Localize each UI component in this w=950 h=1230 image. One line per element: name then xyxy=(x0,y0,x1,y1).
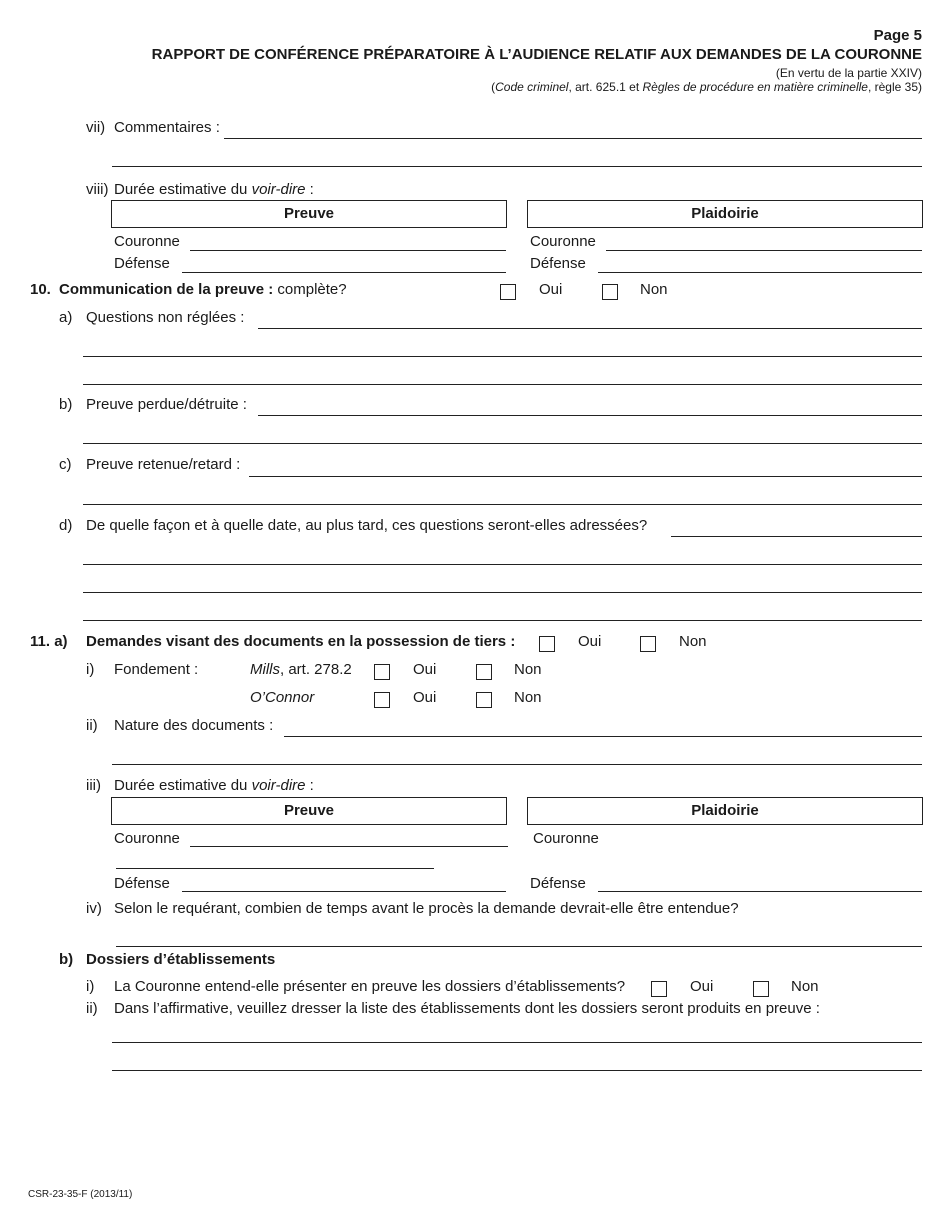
item-11a-iv-number: iv) xyxy=(86,900,102,917)
form-citation: (Code criminel, art. 625.1 et Règles de procédure en matière criminelle, règle 35) xyxy=(491,80,922,94)
oconnor-oui-label: Oui xyxy=(413,689,437,706)
voir-dire-duration-label: Durée estimative du voir-dire : xyxy=(114,181,314,198)
form-code: CSR-23-35-F (2013/11) xyxy=(28,1189,133,1200)
section-10-title: Communication de la preuve : complète? xyxy=(59,281,347,298)
resolution-plan-field-line-2[interactable] xyxy=(83,564,922,565)
plaidoirie-defense-label-2: Défense xyxy=(530,875,586,892)
plaidoirie-couronne-label-2: Couronne xyxy=(533,830,599,847)
comments-field-line-2[interactable] xyxy=(112,166,922,167)
comments-label: Commentaires : xyxy=(114,119,220,136)
page-number: Page 5 xyxy=(873,27,922,44)
item-10a-number: a) xyxy=(59,309,73,326)
preuve-defense-label-2: Défense xyxy=(114,875,170,892)
unresolved-issues-field-line-2[interactable] xyxy=(83,356,922,357)
item-viii-number: viii) xyxy=(86,181,109,198)
item-10c-number: c) xyxy=(59,456,72,473)
institutions-list-field-line-1[interactable] xyxy=(112,1042,922,1043)
withheld-evidence-label: Preuve retenue/retard : xyxy=(86,456,241,473)
section-11a-number: 11. a) xyxy=(30,633,68,650)
resolution-plan-field-line-1[interactable] xyxy=(671,536,922,537)
document-nature-label: Nature des documents : xyxy=(114,717,274,734)
third-party-non-checkbox[interactable] xyxy=(640,636,656,652)
institutional-non-checkbox[interactable] xyxy=(753,981,769,997)
preuve-couronne-label: Couronne xyxy=(114,233,180,250)
withheld-evidence-field-line-2[interactable] xyxy=(83,504,922,505)
plaidoirie-defense-field[interactable] xyxy=(598,272,922,273)
item-11a-iii-number: iii) xyxy=(86,777,101,794)
form-title: RAPPORT DE CONFÉRENCE PRÉPARATOIRE À L’AUDIENCE RELATIF AUX DEMANDES DE LA COURONNE xyxy=(151,46,922,63)
document-nature-field-line-1[interactable] xyxy=(284,736,922,737)
preuve-couronne-field[interactable] xyxy=(190,250,506,251)
item-11a-i-number: i) xyxy=(86,661,95,678)
resolution-plan-field-line-3[interactable] xyxy=(83,592,922,593)
institutions-list-field-line-2[interactable] xyxy=(112,1070,922,1071)
disclosure-non-label: Non xyxy=(640,281,668,298)
disclosure-complete-oui-checkbox[interactable] xyxy=(500,284,516,300)
lost-evidence-field-line-2[interactable] xyxy=(83,443,922,444)
third-party-oui-label: Oui xyxy=(578,633,602,650)
form-authority: (En vertu de la partie XXIV) xyxy=(775,66,922,80)
hearing-timing-field[interactable] xyxy=(116,946,922,947)
oconnor-oui-checkbox[interactable] xyxy=(374,692,390,708)
comments-field-line-1[interactable] xyxy=(224,138,922,139)
oconnor-non-checkbox[interactable] xyxy=(476,692,492,708)
voir-dire-duration-label-2: Durée estimative du voir-dire : xyxy=(114,777,314,794)
resolution-plan-field-line-4[interactable] xyxy=(83,620,922,621)
lost-evidence-field-line-1[interactable] xyxy=(258,415,922,416)
third-party-oui-checkbox[interactable] xyxy=(539,636,555,652)
item-vii-number: vii) xyxy=(86,119,106,136)
unresolved-issues-field-line-3[interactable] xyxy=(83,384,922,385)
institutions-list-label: Dans l’affirmative, veuillez dresser la liste des établissements dont les dossiers seront produits en preuve : xyxy=(114,1000,820,1017)
basis-label: Fondement : xyxy=(114,661,199,678)
plaidoirie-defense-field-2[interactable] xyxy=(598,891,922,892)
preuve-defense-label: Défense xyxy=(114,255,170,272)
mills-oui-label: Oui xyxy=(413,661,437,678)
plaidoirie-couronne-label: Couronne xyxy=(530,233,596,250)
resolution-plan-label: De quelle façon et à quelle date, au plus tard, ces questions seront-elles adressées? xyxy=(86,517,648,534)
document-nature-field-line-2[interactable] xyxy=(112,764,922,765)
plaidoirie-header-box-2: Plaidoirie xyxy=(527,797,923,825)
preuve-couronne-field-2[interactable] xyxy=(190,846,508,847)
plaidoirie-header-box: Plaidoirie xyxy=(527,200,923,228)
item-11b-ii-number: ii) xyxy=(86,1000,98,1017)
lost-evidence-label: Preuve perdue/détruite : xyxy=(86,396,247,413)
section-11b-number: b) xyxy=(59,951,74,968)
plaidoirie-couronne-field[interactable] xyxy=(606,250,922,251)
oconnor-label: O’Connor xyxy=(250,689,315,706)
withheld-evidence-field-line-1[interactable] xyxy=(249,476,922,477)
unresolved-issues-label: Questions non réglées : xyxy=(86,309,245,326)
mills-oui-checkbox[interactable] xyxy=(374,664,390,680)
unresolved-issues-field-line-1[interactable] xyxy=(258,328,922,329)
item-10b-number: b) xyxy=(59,396,73,413)
preuve-couronne-label-2: Couronne xyxy=(114,830,180,847)
oconnor-non-label: Non xyxy=(514,689,542,706)
preuve-header-box-2: Preuve xyxy=(111,797,507,825)
preuve-header-box: Preuve xyxy=(111,200,507,228)
institutional-oui-label: Oui xyxy=(690,978,714,995)
third-party-records-title: Demandes visant des documents en la possession de tiers : xyxy=(86,633,516,650)
disclosure-oui-label: Oui xyxy=(539,281,563,298)
preuve-defense-field[interactable] xyxy=(182,272,506,273)
institutional-records-title: Dossiers d’établissements xyxy=(86,951,276,968)
hearing-timing-label: Selon le requérant, combien de temps avant le procès la demande devrait-elle être entendue? xyxy=(114,900,739,917)
plaidoirie-couronne-field-2[interactable] xyxy=(116,868,434,869)
mills-label: Mills, art. 278.2 xyxy=(250,661,352,678)
item-10d-number: d) xyxy=(59,517,73,534)
mills-non-checkbox[interactable] xyxy=(476,664,492,680)
plaidoirie-defense-label: Défense xyxy=(530,255,586,272)
mills-non-label: Non xyxy=(514,661,542,678)
institutional-oui-checkbox[interactable] xyxy=(651,981,667,997)
institutional-records-question: La Couronne entend-elle présenter en preuve les dossiers d’établissements? xyxy=(114,978,626,995)
preuve-defense-field-2[interactable] xyxy=(182,891,506,892)
third-party-non-label: Non xyxy=(679,633,707,650)
item-11a-ii-number: ii) xyxy=(86,717,98,734)
item-11b-i-number: i) xyxy=(86,978,95,995)
section-10-number: 10. xyxy=(30,281,51,298)
disclosure-complete-non-checkbox[interactable] xyxy=(602,284,618,300)
institutional-non-label: Non xyxy=(791,978,819,995)
